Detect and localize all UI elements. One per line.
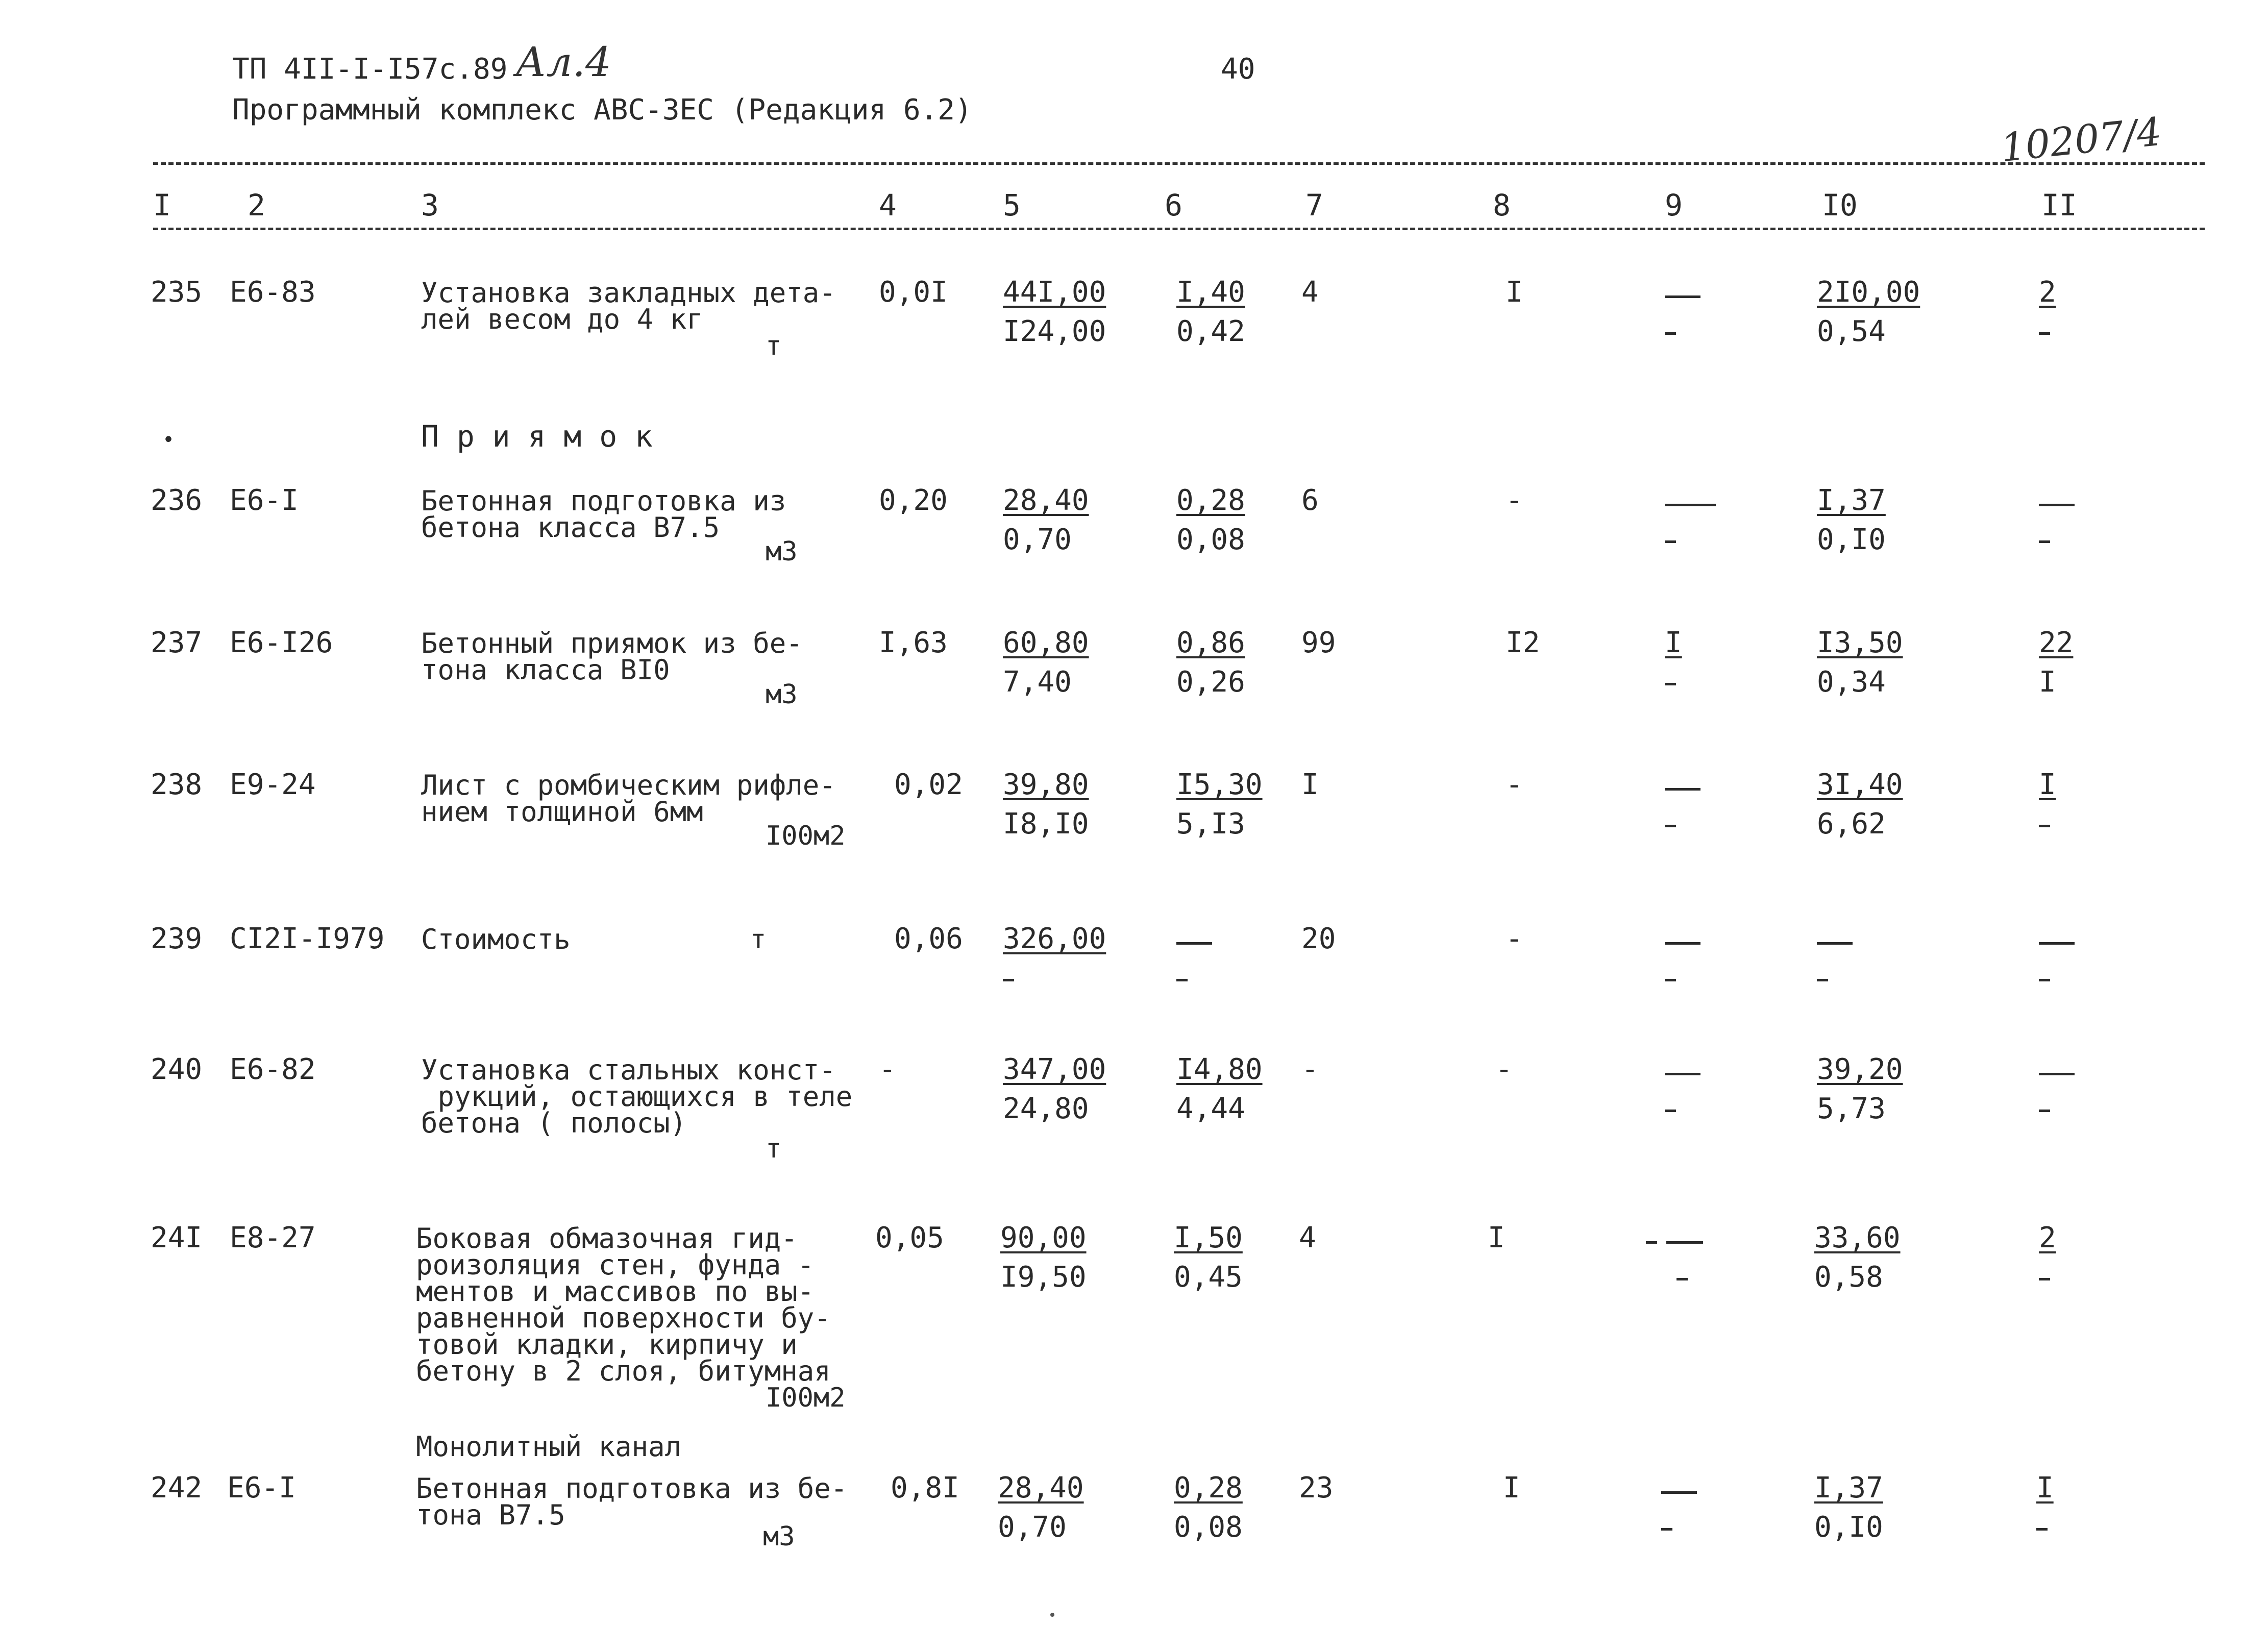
col5-top: 39,80 (1003, 768, 1089, 801)
norm-code: Е6-82 (230, 1053, 316, 1086)
unit-of-measure: м3 (763, 1521, 795, 1552)
unit-of-measure: I00м2 (766, 821, 846, 851)
work-description: Лист с ромбическим рифле- нием толщиной 6мм (421, 769, 836, 828)
col-header-10: I0 (1822, 188, 1858, 223)
col6-top: 0,86 (1176, 626, 1245, 659)
col8-value: I (1506, 276, 1523, 309)
col-header-1: I (153, 188, 171, 223)
col10-bottom: 0,34 (1817, 666, 1886, 699)
work-description: Установка стальных конст- рукций, остающихся в теле бетона ( полосы) (421, 1054, 853, 1139)
col6-top: 0,28 (1174, 1471, 1243, 1505)
col5-top: 28,40 (1003, 484, 1089, 517)
col5-top: 326,00 (1003, 922, 1106, 955)
col10-bottom: 0,I0 (1817, 523, 1886, 556)
row-number: 238 (151, 768, 203, 801)
section-title-prijamok: П р и я м о к (421, 419, 653, 454)
row-number: 239 (151, 922, 203, 955)
row-number: 24I (151, 1221, 203, 1254)
page-number: 40 (1221, 53, 1255, 86)
col5-bottom: 7,40 (1003, 666, 1072, 699)
col5-bottom: 0,70 (1003, 523, 1072, 556)
col-header-9: 9 (1665, 188, 1683, 223)
col11-top: I (2039, 768, 2056, 801)
col11-top: 2 (2039, 1221, 2056, 1254)
col-header-3: 3 (421, 188, 439, 223)
col10-top: I,37 (1814, 1471, 1883, 1505)
col6-bottom: 0,08 (1174, 1511, 1243, 1544)
work-description: Бетонный приямок из бе- тона класса ВI0 (421, 627, 803, 686)
col5-bottom: 0,70 (998, 1511, 1067, 1544)
quantity: 0,02 (894, 768, 963, 801)
norm-code: СI2I-I979 (230, 922, 385, 955)
col8-value: I (1488, 1221, 1505, 1254)
col5-top: 60,80 (1003, 626, 1089, 659)
norm-code: Е6-83 (230, 276, 316, 309)
header-divider-top (153, 162, 2205, 165)
unit-of-measure: м3 (766, 536, 798, 567)
col10-bottom: 0,54 (1817, 315, 1886, 348)
unit-of-measure: т (766, 331, 782, 361)
col5-top: 347,00 (1003, 1053, 1106, 1086)
col10-bottom: 0,I0 (1814, 1511, 1883, 1544)
col-header-2: 2 (248, 188, 265, 223)
row-number: 235 (151, 276, 203, 309)
col5-bottom: 24,80 (1003, 1092, 1089, 1125)
col-header-11: II (2041, 188, 2077, 223)
col7-value: 4 (1299, 1221, 1316, 1254)
col-header-4: 4 (879, 188, 897, 223)
handwritten-stamp: 10207/4 (1999, 108, 2164, 171)
col11-top: I (2036, 1471, 2054, 1505)
doc-subtitle: Программный комплекс АВС-3ЕС (Редакция 6.2) (232, 93, 972, 127)
quantity: 0,8I (891, 1471, 959, 1505)
col8-value: - (1495, 1053, 1513, 1086)
col10-bottom: 0,58 (1814, 1261, 1883, 1294)
col8-value: I2 (1506, 626, 1540, 659)
unit-of-measure: м3 (766, 679, 798, 710)
col11-top: 22 (2039, 626, 2074, 659)
bullet-dot: • (162, 428, 175, 452)
doc-code: ТП 4II-I-I57с.89 (232, 53, 508, 86)
col-header-6: 6 (1165, 188, 1182, 223)
col6-bottom: 0,26 (1176, 666, 1245, 699)
norm-code: Е6-I (230, 484, 299, 517)
col11-bottom: I (2039, 666, 2056, 699)
col5-bottom: I24,00 (1003, 315, 1106, 348)
unit-of-measure: I00м2 (766, 1383, 846, 1413)
col5-top: 90,00 (1000, 1221, 1087, 1254)
col7-value: 4 (1301, 276, 1319, 309)
quantity: - (879, 1053, 896, 1086)
col6-top: I,50 (1174, 1221, 1243, 1254)
col10-top: 33,60 (1814, 1221, 1901, 1254)
col10-top: 39,20 (1817, 1053, 1903, 1086)
row-number: 242 (151, 1471, 203, 1505)
col6-bottom: 0,42 (1176, 315, 1245, 348)
work-description: Боковая обмазочная гид- роизоляция стен, фунда - ментов и массивов по вы- равненной поверхности бу- товой кладки, кирпичу и бетону в 2 слоя, битумная (416, 1222, 831, 1387)
col-header-5: 5 (1003, 188, 1021, 223)
col6-top: I5,30 (1176, 768, 1263, 801)
work-description: Бетонная подготовка из бетона класса В7.5 (421, 485, 786, 544)
col5-bottom: I8,I0 (1003, 807, 1089, 841)
col5-top: 44I,00 (1003, 276, 1106, 309)
col6-bottom: 5,I3 (1176, 807, 1245, 841)
work-description: Бетонная подготовка из бе- тона В7.5 (416, 1472, 848, 1531)
col6-top: 0,28 (1176, 484, 1245, 517)
col8-value: - (1506, 922, 1523, 955)
col7-value: - (1301, 1053, 1319, 1086)
handwritten-note: Ал.4 (515, 38, 611, 86)
quantity: I,63 (879, 626, 948, 659)
col6-bottom: 0,45 (1174, 1261, 1243, 1294)
work-description: Установка закладных дета- лей весом до 4 кг (421, 277, 836, 335)
col10-top: I3,50 (1817, 626, 1903, 659)
col7-value: 99 (1301, 626, 1336, 659)
col7-value: 20 (1301, 922, 1336, 955)
quantity: 0,06 (894, 922, 963, 955)
quantity: 0,05 (875, 1221, 944, 1254)
work-description: Стоимость (421, 923, 571, 955)
col6-bottom: 0,08 (1176, 523, 1245, 556)
norm-code: Е6-I26 (230, 626, 333, 659)
row-number: 236 (151, 484, 203, 517)
col6-top: I4,80 (1176, 1053, 1263, 1086)
col10-top: I,37 (1817, 484, 1886, 517)
col8-value: I (1503, 1471, 1520, 1505)
col9-top: I (1665, 626, 1682, 659)
row-number: 240 (151, 1053, 203, 1086)
unit-of-measure: т (766, 1133, 782, 1164)
norm-code: Е6-I (227, 1471, 296, 1505)
col6-bottom: 4,44 (1176, 1092, 1245, 1125)
quantity: 0,20 (879, 484, 948, 517)
scan-speck (1050, 1613, 1054, 1617)
col-header-8: 8 (1493, 188, 1511, 223)
header-divider-bottom (153, 228, 2205, 230)
col6-top: I,40 (1176, 276, 1245, 309)
col8-value: - (1506, 484, 1523, 517)
col7-value: 6 (1301, 484, 1319, 517)
col10-bottom: 6,62 (1817, 807, 1886, 841)
col7-value: 23 (1299, 1471, 1334, 1505)
norm-code: Е8-27 (230, 1221, 316, 1254)
col7-value: I (1301, 768, 1319, 801)
row-number: 237 (151, 626, 203, 659)
unit-of-measure: т (750, 924, 767, 955)
quantity: 0,0I (879, 276, 948, 309)
col10-top: 3I,40 (1817, 768, 1903, 801)
col5-top: 28,40 (998, 1471, 1084, 1505)
col5-bottom: I9,50 (1000, 1261, 1087, 1294)
col10-bottom: 5,73 (1817, 1092, 1886, 1125)
col8-value: - (1506, 768, 1523, 801)
col-header-7: 7 (1305, 188, 1323, 223)
col10-top: 2I0,00 (1817, 276, 1920, 309)
col11-top: 2 (2039, 276, 2056, 309)
norm-code: Е9-24 (230, 768, 316, 801)
section-title-kanal: Монолитный канал (416, 1431, 682, 1463)
